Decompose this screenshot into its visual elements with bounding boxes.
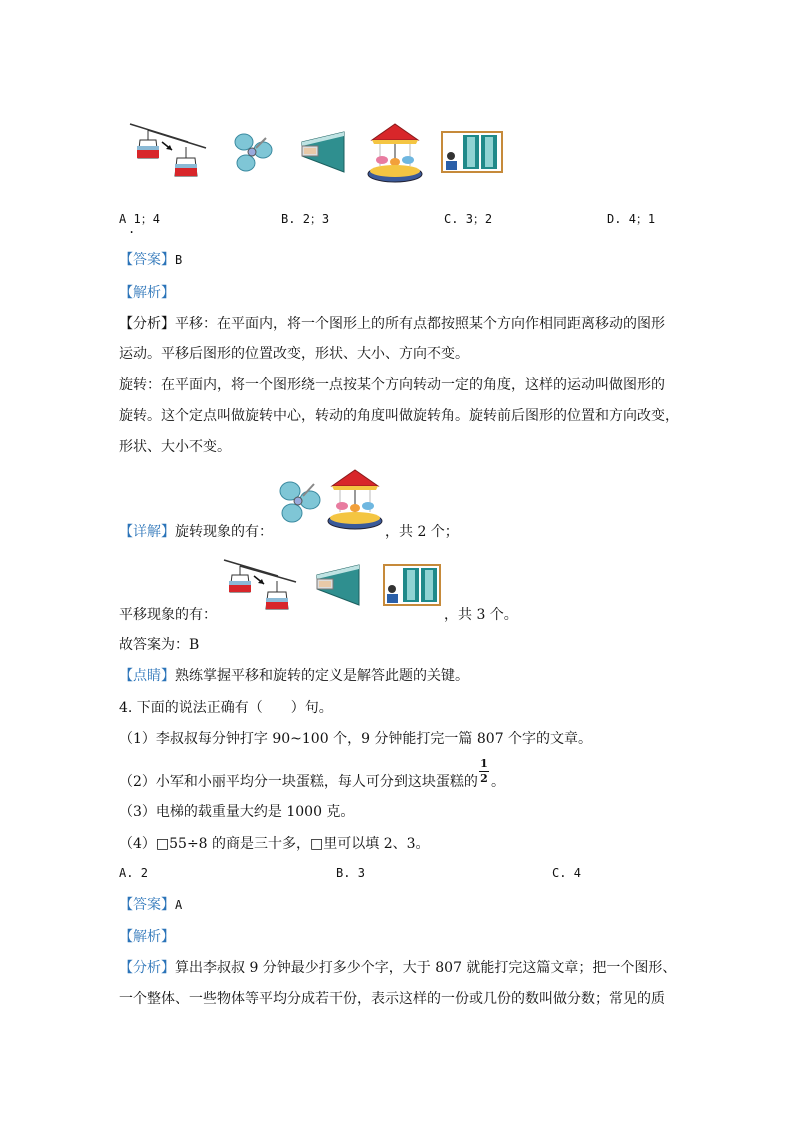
cable-car-icon xyxy=(222,556,298,614)
option-label: D. xyxy=(607,212,622,226)
answer-tag: 【答案】 xyxy=(119,252,175,268)
q3-detail-rotate xyxy=(119,521,273,541)
detail-translate-label: 平移现象的有： xyxy=(119,607,217,623)
dianjing-text: 熟练掌握平移和旋转的定义是解答此题的关键。 xyxy=(175,668,469,684)
fan-icon xyxy=(230,130,274,174)
detail-rotate-count: ，共 2 个； xyxy=(385,524,459,540)
q4-fenxi-line2: 一个整体、一些物体等平均分成若干份，表示这样的一份或几份的数叫做分数；常见的质 xyxy=(119,991,665,1007)
q4-item4: （4）□55÷8 的商是三十多，□里可以填 2、3。 xyxy=(119,836,430,852)
q3-option-a xyxy=(119,210,160,227)
q4-stem: 4. 下面的说法正确有（ ）句。 xyxy=(119,700,333,716)
q3-rotate-line1: 旋转：在平面内，将一个图形绕一点按某个方向转动一定的角度，这样的运动叫做图形的 xyxy=(119,377,665,393)
q4-item2-text: （2）小军和小丽平均分一块蛋糕，每人可分到这块蛋糕的 xyxy=(119,774,478,790)
cable-car-icon xyxy=(128,120,208,182)
fenxi-text: 平移：在平面内，将一个图形上的所有点都按照某个方向作相同距离移动的图形 xyxy=(175,316,665,332)
carousel-icon xyxy=(366,120,424,184)
option-text: 2 xyxy=(140,866,148,880)
answer-tag: 【答案】 xyxy=(119,897,175,913)
q4-item2 xyxy=(119,771,478,791)
q3-option-c xyxy=(444,210,492,227)
fenxi-text: 算出李叔叔 9 分钟最少打多少个字，大于 807 就能打完这篇文章；把一个图形、 xyxy=(175,960,677,976)
carousel-icon xyxy=(326,466,384,532)
drawer-icon xyxy=(298,130,348,174)
option-dot: . xyxy=(128,222,136,236)
option-text: 4 xyxy=(573,866,581,880)
fraction-numerator: 1 xyxy=(480,757,488,770)
option-label: B. xyxy=(336,866,351,880)
option-text: 1；4 xyxy=(133,212,160,226)
q4-analysis-tag: 【解析】 xyxy=(119,929,175,945)
q4-fenxi-line1 xyxy=(119,957,676,977)
option-text: 3 xyxy=(357,866,365,880)
q4-item2-end: 。 xyxy=(491,774,505,790)
q4-answer xyxy=(119,894,182,914)
option-label: C. xyxy=(552,866,567,880)
q3-answer xyxy=(119,249,182,269)
option-label: B. xyxy=(281,212,296,226)
detail-translate-count: ，共 3 个。 xyxy=(444,607,518,623)
option-label: C. xyxy=(444,212,459,226)
q3-option-d xyxy=(607,210,655,227)
q3-analysis-tag: 【解析】 xyxy=(119,285,175,301)
answer-value: A xyxy=(175,898,183,912)
q4-option-a xyxy=(119,866,148,880)
q4-option-b xyxy=(336,866,365,880)
q3-fenxi-line2: 运动。平移后图形的位置改变，形状、大小、方向不变。 xyxy=(119,346,469,362)
fraction-one-half xyxy=(479,758,489,785)
q4-option-c xyxy=(552,866,581,880)
fenxi-tag: 【分析】 xyxy=(119,960,175,976)
answer-value: B xyxy=(175,253,183,267)
option-label: A. xyxy=(119,866,134,880)
window-icon xyxy=(383,564,441,606)
option-text: 4；1 xyxy=(628,212,656,226)
q4-item1: （1）李叔叔每分钟打字 90~100 个，9 分钟能打完一篇 807 个字的文章。 xyxy=(119,731,593,747)
q3-option-b xyxy=(281,210,329,227)
option-text: 2；3 xyxy=(302,212,330,226)
q3-fenxi-line1 xyxy=(119,313,665,333)
q3-dianjing xyxy=(119,665,469,685)
option-text: 3；2 xyxy=(465,212,493,226)
q3-conclusion: 故答案为：B xyxy=(119,637,200,653)
fan-icon xyxy=(276,478,322,524)
q4-item3: （3）电梯的载重量大约是 1000 克。 xyxy=(119,804,355,820)
dianjing-tag: 【点睛】 xyxy=(119,668,175,684)
fenxi-tag: 【分析】 xyxy=(119,316,175,332)
detail-rotate-label: 旋转现象的有： xyxy=(175,524,273,540)
detail-tag: 【详解】 xyxy=(119,524,175,540)
drawer-icon xyxy=(313,563,363,607)
q3-rotate-line3: 形状、大小不变。 xyxy=(119,439,231,455)
fraction-denominator: 2 xyxy=(480,772,488,785)
window-icon xyxy=(441,131,503,173)
q3-rotate-line2: 旋转。这个定点叫做旋转中心，转动的角度叫做旋转角。旋转前后图形的位置和方向改变， xyxy=(119,408,679,424)
option-label: A xyxy=(119,212,127,226)
